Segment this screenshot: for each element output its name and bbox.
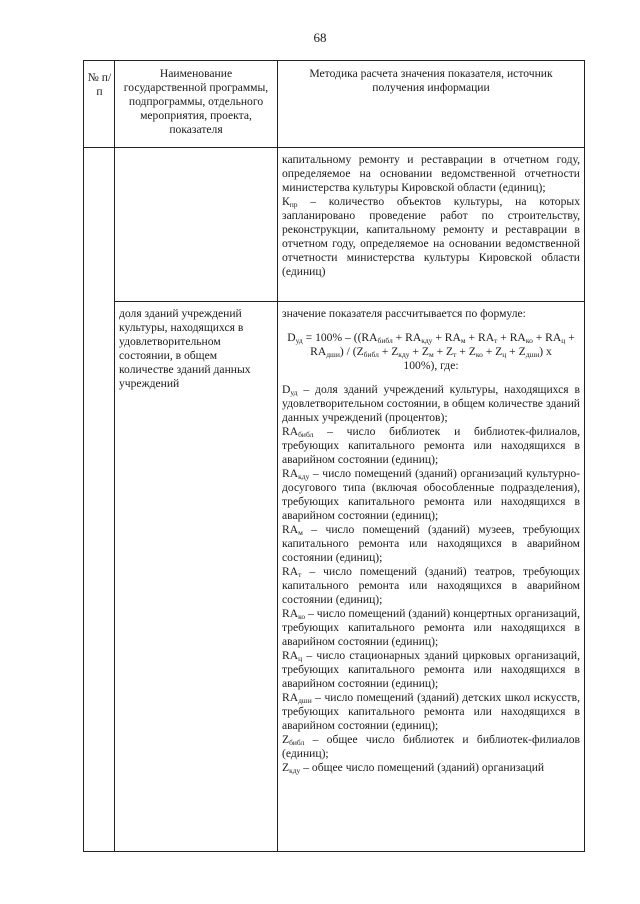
def-ra-kdu: $RA_{кду}$ – число помещений (зданий) организаций культурно-досугового типа (включая обособленные подразделения), требующих капитального ремонта или находящихся в аварийном состоянии (единиц); [282, 467, 580, 522]
def-z-kdu: $Z_{кду}$ – общее число помещений (зданий) организаций [282, 761, 545, 775]
header-number: № п/п [87, 71, 112, 98]
k-symbol: К [282, 195, 290, 208]
row-divider [114, 301, 584, 302]
header-method: Методика расчета значения показателя, источник получения информации [309, 67, 553, 94]
def-ra-bibl: $RA_{библ}$ – число библиотек и библиотек-филиалов, требующих капитального ремонта или находящихся в аварийном состоянии (единиц); [282, 425, 580, 466]
formula: $D_{уд} = 100\% - ((RA_{библ} + RA_{кду} + RA_м + RA_т + RA_{ко} + RA_ц + RA_{дши}) / (Z_{библ} + Z_{кду} + Z_м + Z_т + Z_{ко} + Z_ц + Z_{дши})$ x 100%), где: [287, 331, 575, 372]
formula-intro: значение показателя рассчитывается по формуле: [282, 307, 526, 320]
def-ra-dshi: $RA_{дши}$ – число помещений (зданий) детских школ искусств, требующих капитального ремонта или находящихся в аварийном состоянии (единиц); [282, 691, 580, 732]
header-divider [84, 147, 584, 148]
header-name: Наименование государственной программы, подпрограммы, отдельного мероприятия, проекта, показателя [123, 67, 269, 136]
k-text: – количество объектов культуры, на которых запланировано проведение работ по строительству, реконструкции, капитальному ремонту и реставрации в отчетном году, определяемое на основании ведомственной отчетности министерства культуры Кировской области (единиц) [282, 195, 580, 278]
column-divider-1 [114, 61, 115, 851]
k-subscript: пр [289, 200, 298, 209]
def-ra-ts: $RA_ц$ – число стационарных зданий цирковых организаций, требующих капитального ремонта или находящихся в аварийном состоянии (единиц); [282, 649, 580, 690]
def-ra-t: $RA_т$ – число помещений (зданий) театров, требующих капитального ремонта или находящихся в аварийном состоянии (единиц); [282, 565, 580, 606]
indicator-name: доля зданий учреждений культуры, находящихся в удовлетворительном состоянии, в общем количестве зданий данных учреждений [119, 307, 251, 390]
methodology-table [83, 60, 585, 852]
row2-method [282, 307, 580, 775]
row1-method [282, 153, 580, 279]
row1-continuation-text: капитальному ремонту и реставрации в отчетном году, определяемое на основании ведомственной отчетности министерства культуры Кировской области (единиц); [282, 153, 580, 194]
def-ra-ko: $RA_{ко}$ – число помещений (зданий) концертных организаций, требующих капитального ремонта или находящихся в аварийном состоянии (единиц); [282, 607, 580, 648]
def-d-ud: $D_{уд}$ – доля зданий учреждений культуры, находящихся в удовлетворительном состоянии, в общем количестве зданий данных учреждений (процентов); [282, 383, 580, 424]
page-number: 68 [313, 30, 327, 45]
def-ra-m: $RA_м$ – число помещений (зданий) музеев, требующих капитального ремонта или находящихся в аварийном состоянии (единиц); [282, 523, 580, 564]
row1-k-definition [282, 195, 580, 279]
def-z-bibl: $Z_{библ}$ – общее число библиотек и библиотек-филиалов (единиц); [282, 733, 580, 760]
column-divider-2 [277, 61, 278, 851]
